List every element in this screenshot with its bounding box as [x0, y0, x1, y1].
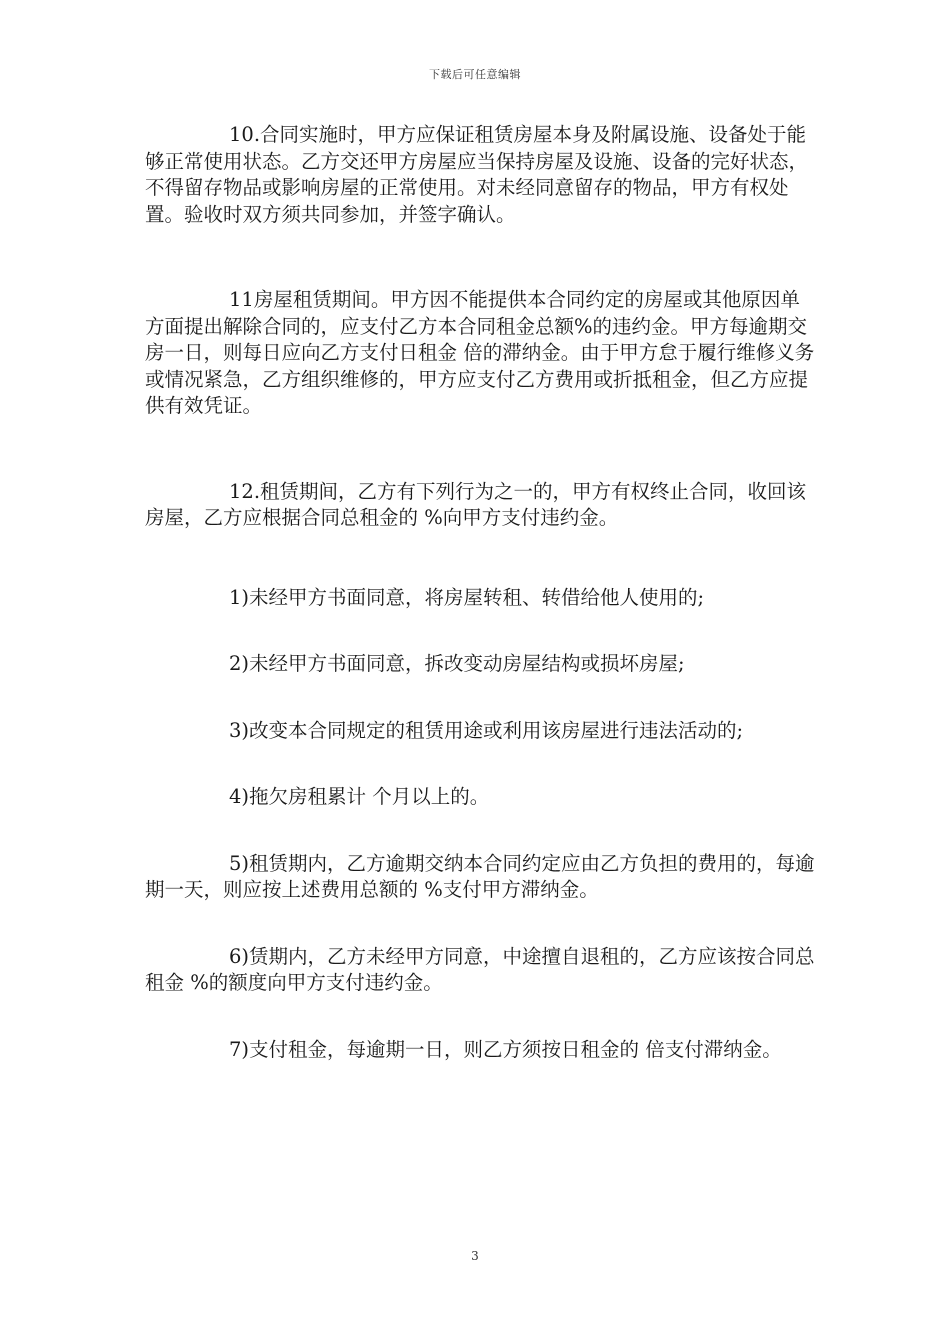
paragraph-clause-10: 10.合同实施时，甲方应保证租赁房屋本身及附属设施、设备处于能够正常使用状态。乙方交还甲方房屋应当保持房屋及设施、设备的完好状态，不得留存物品或影响房屋的正常使用。对未经同意留存的物品，甲方有权处置。验收时双方须共同参加，并签字确认。: [145, 123, 809, 226]
document-body: [145, 122, 817, 1063]
list-item-4: 4)拖欠房租累计 个月以上的。: [229, 785, 490, 808]
list-item-2: 2)未经甲方书面同意，拆改变动房屋结构或损坏房屋;: [229, 652, 685, 675]
list-item-6: 6)赁期内，乙方未经甲方同意，中途擅自退租的，乙方应该按合同总租金 %的额度向甲方支付违约金。: [145, 944, 815, 994]
page-number: 3: [471, 1249, 479, 1263]
list-item-7: 7)支付租金，每逾期一日，则乙方须按日租金的 倍支付滞纳金。: [229, 1037, 782, 1061]
paragraph-clause-11: 11房屋租赁期间。甲方因不能提供本合同约定的房屋或其他原因单方面提出解除合同的，应支付乙方本合同租金总额%的违约金。甲方每逾期交房一日，则每日应向乙方支付日租金 倍的滞纳金。由于甲方怠于履行维修义务或情况紧急，乙方组织维修的，甲方应支付乙方费用或折抵租金，但乙方应提供有效凭证。: [145, 288, 815, 417]
page-header: 下载后可任意编辑: [429, 68, 521, 81]
list-item-3: 3)改变本合同规定的租赁用途或利用该房屋进行违法活动的;: [229, 718, 744, 742]
list-item-5: 5)租赁期内，乙方逾期交纳本合同约定应由乙方负担的费用的，每逾期一天，则应按上述费用总额的 %支付甲方滞纳金。: [145, 851, 815, 901]
paragraph-clause-12: 12.租赁期间，乙方有下列行为之一的，甲方有权终止合同，收回该房屋，乙方应根据合同总租金的 %向甲方支付违约金。: [145, 479, 807, 529]
list-item-1: 1)未经甲方书面同意，将房屋转租、转借给他人使用的;: [229, 585, 705, 609]
